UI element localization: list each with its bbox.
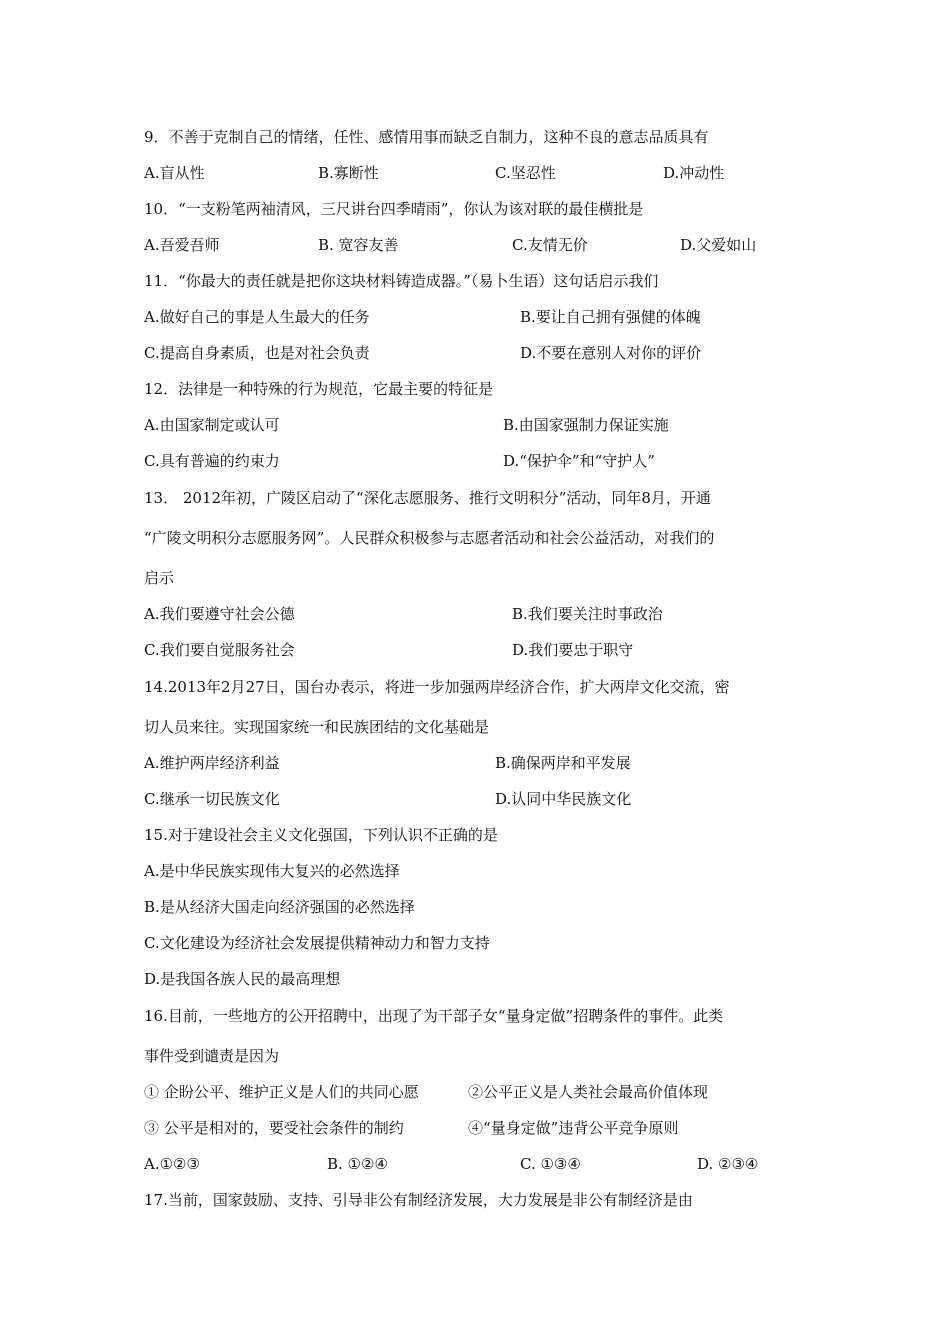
question-10-option-b: B. 宽容友善 <box>318 236 399 254</box>
question-16-option-d: D. ②③④ <box>697 1155 759 1173</box>
question-16-statement-2: ②公平正义是人类社会最高价值体现 <box>468 1083 709 1101</box>
question-13-option-d: D.我们要忠于职守 <box>512 641 634 659</box>
question-11-option-c: C.提高自身素质，也是对社会负责 <box>144 344 370 362</box>
question-16-option-a: A.①②③ <box>144 1155 200 1173</box>
question-16-option-b: B. ①②④ <box>327 1155 388 1173</box>
question-11-option-a: A.做好自己的事是人生最大的任务 <box>144 308 370 326</box>
question-13-stem-line-1: 13． 2012年初，广陵区启动了“深化志愿服务、推行文明积分”活动，同年8月，开通 <box>144 489 711 507</box>
question-13-option-a: A.我们要遵守社会公德 <box>144 605 295 623</box>
question-14-stem-line-1: 14.2013年2月27日，国台办表示，将进一步加强两岸经济合作，扩大两岸文化交流，密 <box>144 678 730 696</box>
question-11-stem: 11．“你最大的责任就是把你这块材料铸造成器。”（易卜生语）这句话启示我们 <box>144 272 659 290</box>
question-17-stem: 17.当前，国家鼓励、支持、引导非公有制经济发展，大力发展是非公有制经济是由 <box>144 1191 693 1209</box>
question-13-stem-line-3: 启示 <box>144 569 175 587</box>
question-12-stem: 12．法律是一种特殊的行为规范，它最主要的特征是 <box>144 380 494 398</box>
question-13-option-b: B.我们要关注时事政治 <box>512 605 663 623</box>
question-15-stem: 15.对于建设社会主义文化强国，下列认识不正确的是 <box>144 826 498 844</box>
question-16-statement-1: ① 企盼公平、维护正义是人们的共同心愿 <box>144 1083 419 1101</box>
question-14-option-a: A.维护两岸经济利益 <box>144 754 280 772</box>
question-15-option-c: C.文化建设为经济社会发展提供精神动力和智力支持 <box>144 934 490 952</box>
question-9-option-d: D.冲动性 <box>663 164 725 182</box>
question-11-option-b: B.要让自己拥有强健的体魄 <box>520 308 701 326</box>
question-14-option-d: D.认同中华民族文化 <box>495 790 632 808</box>
question-16-option-c: C. ①③④ <box>520 1155 581 1173</box>
question-16-stem-line-1: 16.目前，一些地方的公开招聘中，出现了为干部子女“量身定做”招聘条件的事件。此类 <box>144 1007 724 1025</box>
question-15-option-d: D.是我国各族人民的最高理想 <box>144 970 341 988</box>
question-12-option-b: B.由国家强制力保证实施 <box>503 416 669 434</box>
question-12-option-d: D.“保护伞”和“守护人” <box>503 452 655 470</box>
question-9-option-c: C.坚忍性 <box>495 164 556 182</box>
question-10-option-c: C.友情无价 <box>512 236 588 254</box>
question-14-stem-line-2: 切人员来往。实现国家统一和民族团结的文化基础是 <box>144 718 490 736</box>
question-14-option-c: C.继承一切民族文化 <box>144 790 280 808</box>
question-15-option-a: A.是中华民族实现伟大复兴的必然选择 <box>144 862 400 880</box>
question-16-statement-4: ④“量身定做”违背公平竞争原则 <box>468 1119 679 1137</box>
question-10-option-a: A.吾爱吾师 <box>144 236 220 254</box>
question-11-option-d: D.不要在意别人对你的评价 <box>520 344 702 362</box>
question-12-option-a: A.由国家制定或认可 <box>144 416 280 434</box>
question-9-option-b: B.寡断性 <box>318 164 379 182</box>
question-10-option-d: D.父爱如山 <box>680 236 757 254</box>
question-16-stem-line-2: 事件受到谴责是因为 <box>144 1047 280 1065</box>
question-16-statement-3: ③ 公平是相对的，要受社会条件的制约 <box>144 1119 404 1137</box>
question-13-option-c: C.我们要自觉服务社会 <box>144 641 295 659</box>
question-15-option-b: B.是从经济大国走向经济强国的必然选择 <box>144 898 415 916</box>
question-12-option-c: C.具有普遍的约束力 <box>144 452 280 470</box>
question-9-stem: 9．不善于克制自己的情绪，任性、感情用事而缺乏自制力，这种不良的意志品质具有 <box>144 128 709 146</box>
question-13-stem-line-2: “广陵文明积分志愿服务网”。人民群众积极参与志愿者活动和社会公益活动，对我们的 <box>144 529 715 547</box>
question-10-stem: 10．“一支粉笔两袖清风，三尺讲台四季晴雨”，你认为该对联的最佳横批是 <box>144 200 644 218</box>
question-9-option-a: A.盲从性 <box>144 164 205 182</box>
question-14-option-b: B.确保两岸和平发展 <box>495 754 631 772</box>
